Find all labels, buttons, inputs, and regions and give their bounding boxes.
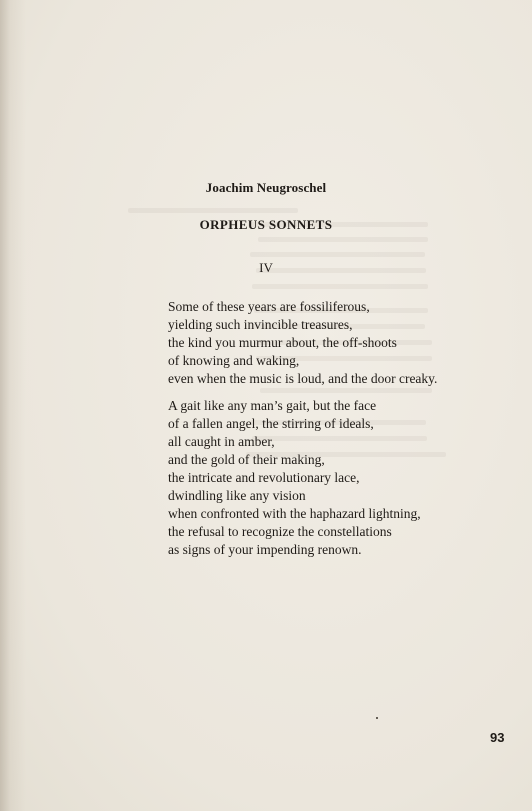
poem-line: and the gold of their making, xyxy=(168,452,325,467)
poem-line: of knowing and waking, xyxy=(168,353,300,368)
stanza-1 xyxy=(168,298,508,388)
poem-line: the intricate and revolutionary lace, xyxy=(168,470,360,485)
poem-line: the kind you murmur about, the off-shoots xyxy=(168,335,397,350)
author-name: Joachim Neugroschel xyxy=(205,180,327,195)
poem-line: the refusal to recognize the constellations xyxy=(168,524,392,539)
poem-line: yielding such invincible treasures, xyxy=(168,317,353,332)
poem-line: of a fallen angel, the stirring of ideals, xyxy=(168,416,374,431)
poem-line: A gait like any man’s gait, but the face xyxy=(168,398,377,413)
ink-speck xyxy=(376,717,378,719)
stanza-2 xyxy=(168,397,508,559)
page-number: 93 xyxy=(490,730,505,745)
poem-line: Some of these years are fossiliferous, xyxy=(168,299,370,314)
section-numeral: IV xyxy=(259,260,273,275)
poem-line: even when the music is loud, and the door creaky. xyxy=(168,371,438,386)
poem-line: all caught in amber, xyxy=(168,434,275,449)
poem-line: as signs of your impending renown. xyxy=(168,542,362,557)
poem-title: ORPHEUS SONNETS xyxy=(199,217,333,232)
poem-line: when confronted with the haphazard lightning, xyxy=(168,506,421,521)
poem-line: dwindling like any vision xyxy=(168,488,306,503)
